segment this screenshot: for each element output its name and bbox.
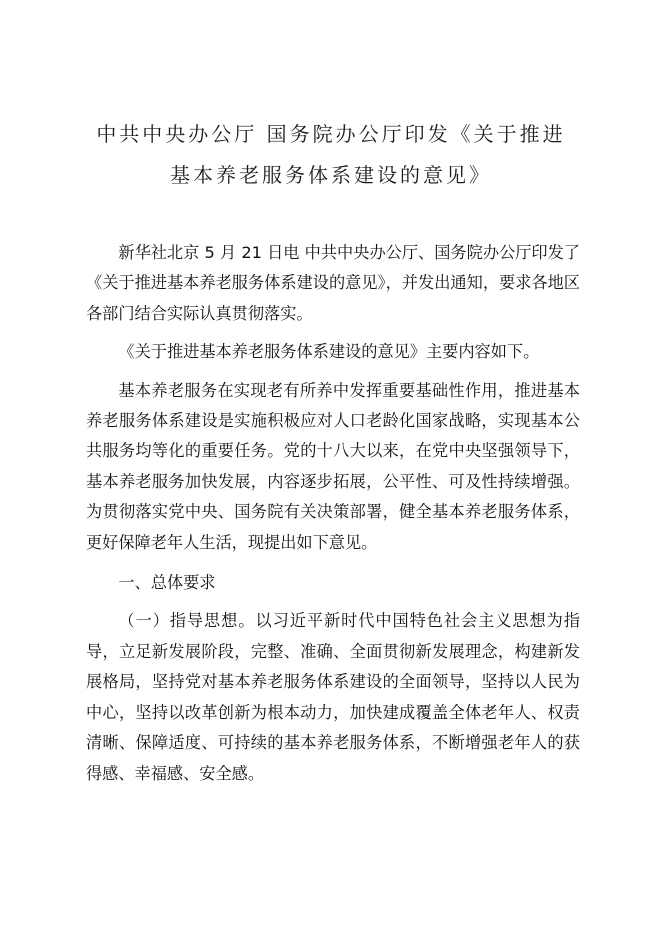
document-body — [86, 238, 580, 789]
paragraph-lead: 新华社北京 5 月 21 日电 中共中央办公厅、国务院办公厅印发了《关于推进基本养老服务体系建设的意见》，并发出通知，要求各地区各部门结合实际认真贯彻落实。 — [86, 243, 580, 323]
section-heading: 一、总体要求 — [118, 573, 216, 593]
document-title-line-1: 中共中央办公厅 国务院办公厅印发《关于推进 — [96, 122, 566, 146]
paragraph-background: 基本养老服务在实现老有所养中发挥重要基础性作用，推进基本养老服务体系建设是实施积极应对人口老龄化国家战略，实现基本公共服务均等化的重要任务。党的十八大以来，在党中央坚强领导下，基本养老服务加快发展，内容逐步拓展，公平性、可及性持续增强。为贯彻落实党中央、国务院有关决策部署，健全基本养老服务体系，更好保障老年人生活，现提出如下意见。 — [86, 380, 580, 552]
paragraph-guiding-thought: （一）指导思想。以习近平新时代中国特色社会主义思想为指导，立足新发展阶段，完整、准确、全面贯彻新发展理念，构建新发展格局，坚持党对基本养老服务体系建设的全面领导，坚持以人民为中心，坚持以改革创新为根本动力，加快建成覆盖全体老年人、权责清晰、保障适度、可持续的基本养老服务体系，不断增强老年人的获得感、幸福感、安全感。 — [86, 611, 580, 783]
paragraph-intro: 《关于推进基本养老服务体系建设的意见》主要内容如下。 — [118, 342, 540, 362]
document-title-line-2: 基本养老服务体系建设的意见》 — [170, 163, 492, 187]
